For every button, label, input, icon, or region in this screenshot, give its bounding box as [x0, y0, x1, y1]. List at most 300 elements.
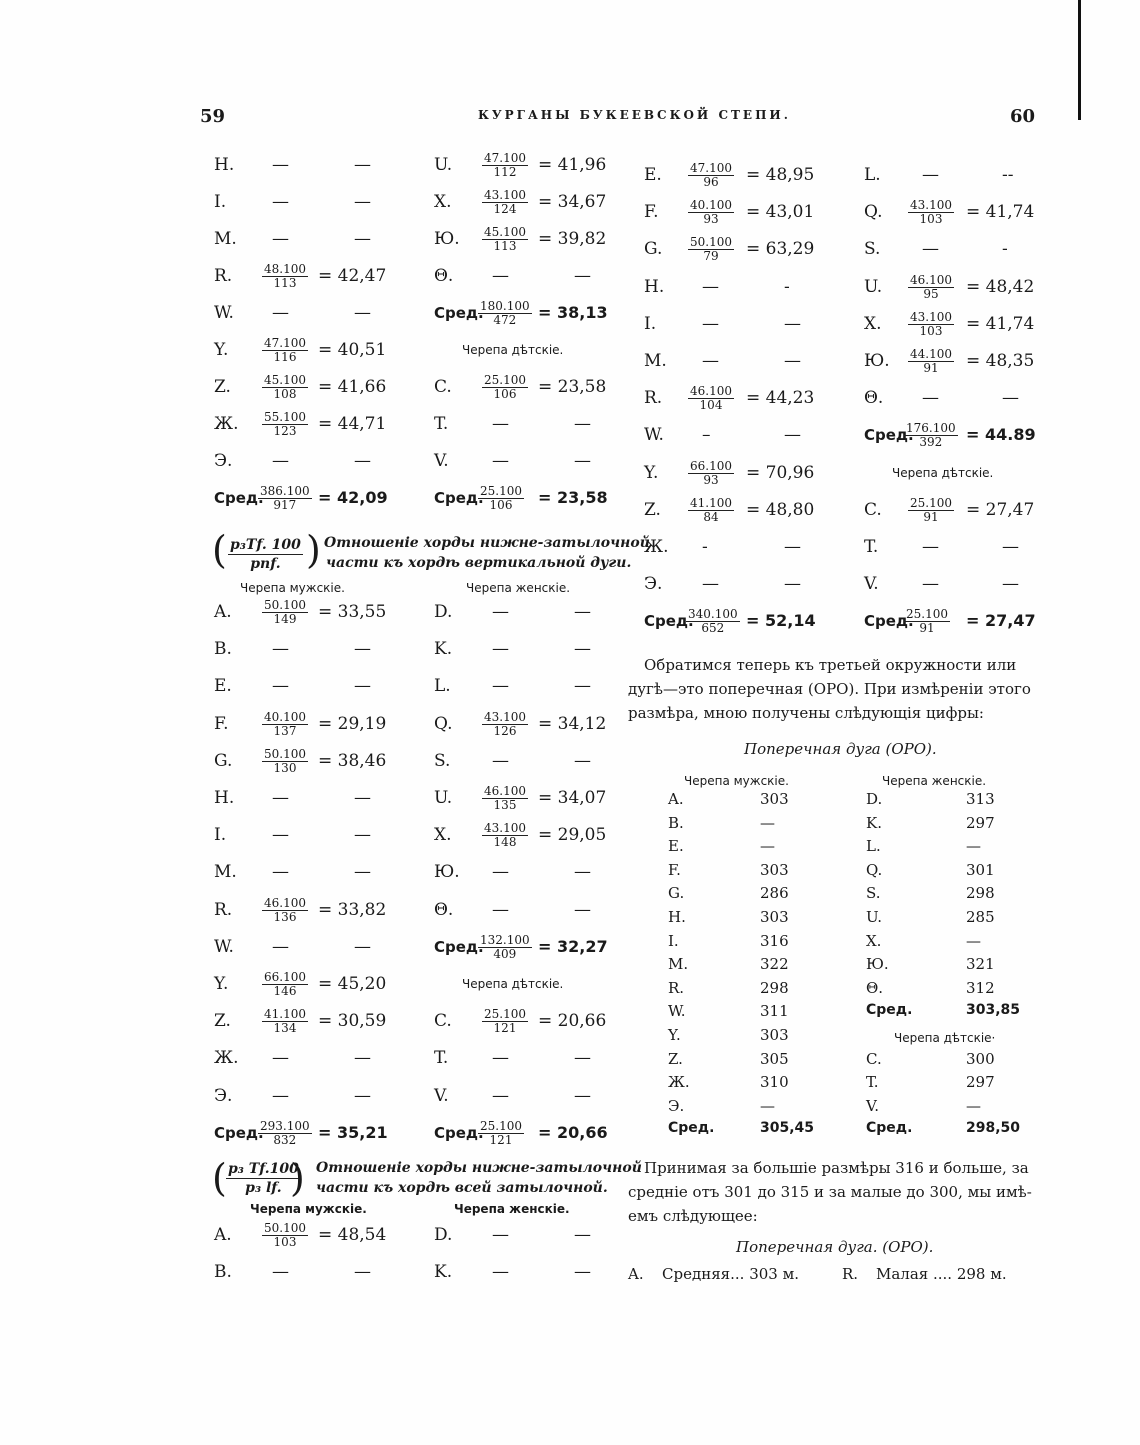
section2-female-heading: Черепа женскіе. — [454, 1202, 570, 1216]
empty-value-a: — — [492, 676, 509, 697]
table-cell: — — [966, 931, 981, 950]
table-row — [214, 597, 404, 627]
fraction — [688, 385, 734, 412]
table-row — [434, 895, 624, 925]
table-cell: Сред. — [866, 1120, 913, 1137]
table-female-heading: Черепа женскіе. — [882, 774, 987, 788]
table-row — [214, 857, 404, 887]
empty-value-b: — — [784, 574, 801, 595]
fraction-denominator: 106 — [493, 387, 517, 401]
fraction-numerator: 43.100 — [484, 188, 526, 202]
table-row — [644, 272, 834, 302]
paragraph-2-line-2: средніе отъ 301 до 315 и за малые до 300, мы имѣ- — [628, 1183, 1032, 1201]
row-label: G. — [644, 239, 663, 260]
right-paren: ) — [306, 528, 321, 572]
ratio-value: = 44,71 — [318, 414, 387, 434]
table-cell: B. — [668, 813, 684, 832]
table-cell: 286 — [760, 884, 789, 903]
fraction-numerator: 46.100 — [484, 784, 526, 798]
fraction-numerator: 40.100 — [690, 198, 732, 213]
fraction — [262, 411, 308, 438]
table-cell: C. — [866, 1049, 882, 1068]
table-row — [434, 1220, 624, 1250]
empty-value-a: — — [922, 537, 939, 557]
table-row — [434, 1118, 624, 1148]
fraction — [478, 485, 524, 512]
last-line-label-1: A. — [628, 1265, 644, 1283]
table-cell: — — [966, 837, 981, 856]
table-row — [864, 234, 1054, 264]
fraction-numerator: 41.100 — [690, 495, 732, 510]
table-cell: Ж. — [668, 1073, 690, 1092]
empty-value-a: — — [272, 639, 289, 660]
row-label: Θ. — [434, 266, 454, 286]
section1-female-heading: Черепа женскіе. — [466, 581, 571, 595]
table-row — [434, 857, 624, 887]
empty-value-a: — — [492, 602, 509, 622]
page-number-right: 60 — [1010, 106, 1036, 127]
table-cell: W. — [668, 1002, 686, 1021]
fraction-numerator: 176.100 — [906, 421, 956, 436]
table-row — [434, 372, 624, 402]
row-label: T. — [864, 537, 879, 557]
row-label: K. — [434, 1262, 453, 1282]
table-cell: 300 — [966, 1049, 995, 1068]
fraction-numerator: 50.100 — [264, 598, 306, 612]
table-cell: 301 — [966, 860, 995, 879]
empty-value-a: — — [272, 155, 289, 175]
fraction — [262, 897, 308, 924]
empty-value-a: — — [492, 750, 509, 771]
table-cell: H. — [668, 908, 686, 926]
table-row — [434, 1081, 624, 1111]
fraction-numerator: 40.100 — [264, 709, 306, 724]
ratio-value: = 40,51 — [318, 340, 387, 360]
table-row — [214, 746, 404, 776]
fraction-denominator: 103 — [919, 323, 943, 338]
empty-value-a: — — [272, 229, 289, 249]
table-row — [644, 160, 834, 190]
empty-value-b: — — [574, 266, 591, 286]
fraction-denominator: 392 — [919, 435, 943, 450]
fraction-numerator: 43.100 — [910, 309, 952, 324]
empty-value-a: — — [702, 574, 719, 595]
table-cell: U. — [866, 908, 883, 926]
row-label: Сред. — [214, 489, 264, 507]
row-label: Q. — [434, 713, 453, 734]
empty-value-a: — — [702, 351, 719, 371]
row-label: Сред. — [864, 612, 914, 631]
fraction-denominator: 135 — [493, 798, 517, 812]
fraction-numerator: 43.100 — [484, 709, 526, 724]
row-label: A. — [214, 1225, 232, 1245]
children-heading: Черепа дѣтскіе. — [462, 977, 564, 991]
table-children-heading: Черепа дѣтскіе· — [894, 1031, 996, 1045]
row-label: Э. — [644, 574, 663, 595]
ratio-value: = 33,82 — [318, 899, 387, 920]
fraction-denominator: 137 — [273, 723, 297, 738]
empty-value-b: — — [354, 862, 371, 883]
empty-value-a: — — [492, 1262, 509, 1282]
empty-value-a: – — [702, 425, 711, 446]
fraction-denominator: 93 — [703, 212, 719, 227]
table-cell: I. — [668, 931, 679, 950]
empty-value-a: — — [492, 1085, 509, 1106]
formula-numerator: p₃Tf. 100 — [230, 537, 301, 553]
empty-value-a: — — [702, 313, 719, 334]
fraction-numerator: 25.100 — [906, 607, 948, 622]
table-cell: L. — [866, 837, 881, 856]
fraction-numerator: 45.100 — [484, 225, 526, 239]
row-label: S. — [864, 239, 881, 260]
row-label: Z. — [214, 377, 231, 397]
table-row — [644, 420, 834, 450]
row-label: I. — [214, 825, 227, 846]
table-cell: 298 — [966, 884, 995, 903]
fraction-numerator: 180.100 — [480, 299, 530, 313]
fraction — [482, 189, 528, 216]
empty-value-b: — — [354, 825, 371, 846]
ratio-value: = 44.89 — [966, 425, 1036, 445]
empty-value-a: — — [922, 165, 939, 185]
ratio-value: = 48,95 — [746, 165, 815, 185]
empty-value-b: — — [574, 862, 591, 883]
empty-value-b: - — [784, 276, 790, 297]
fraction — [262, 599, 308, 626]
row-label: G. — [214, 750, 233, 771]
table-row — [214, 895, 404, 925]
fraction — [482, 822, 528, 849]
ratio-value: = 20,66 — [538, 1011, 607, 1032]
ratio-value: = 41,74 — [966, 313, 1035, 334]
table-cell: 322 — [760, 955, 789, 974]
fraction-denominator: 96 — [703, 175, 719, 189]
empty-value-b: — — [574, 414, 591, 434]
table-row — [434, 150, 624, 180]
table-row — [644, 197, 834, 227]
table-row — [644, 383, 834, 413]
fraction-denominator: 103 — [919, 212, 943, 227]
table-title: Поперечная дуга (OPO). — [744, 740, 937, 758]
empty-value-b: — — [1002, 388, 1019, 409]
fraction-numerator: 50.100 — [690, 235, 732, 250]
section2-male-heading: Черепа мужскіе. — [250, 1202, 367, 1216]
table-row — [214, 446, 404, 476]
empty-value-a: — — [922, 574, 939, 595]
row-label: Сред. — [644, 612, 694, 631]
table-cell: R. — [668, 978, 685, 997]
table-male-heading: Черепа мужскіе. — [684, 774, 789, 788]
row-label: Y. — [214, 974, 229, 994]
fraction-denominator: 134 — [273, 1021, 297, 1036]
section1-title-1: Отношеніе хорды нижне-затылочной — [324, 535, 650, 551]
row-label: Q. — [864, 202, 883, 223]
paragraph-1-line-1: Обратимся теперь къ третьей окружности или — [644, 656, 1017, 674]
table-row — [214, 634, 404, 664]
ratio-value: = 20,66 — [538, 1122, 608, 1142]
empty-value-b: — — [574, 451, 591, 471]
fraction-denominator: 91 — [919, 621, 935, 636]
table-row — [644, 458, 834, 488]
fraction-numerator: 46.100 — [690, 384, 732, 399]
fraction-numerator: 46.100 — [264, 895, 306, 910]
fraction-numerator: 44.100 — [910, 347, 952, 361]
ratio-value: = 48,35 — [966, 351, 1035, 371]
fraction — [482, 152, 528, 179]
empty-value-a: — — [272, 192, 289, 212]
table-row — [434, 820, 624, 850]
row-label: H. — [214, 155, 235, 175]
section1-formula — [228, 536, 303, 573]
fraction — [262, 337, 308, 364]
row-label: V. — [864, 574, 879, 595]
fraction — [688, 497, 734, 524]
table-cell: — — [760, 1096, 775, 1115]
table-row — [864, 532, 1054, 562]
fraction-numerator: 25.100 — [480, 484, 522, 498]
fraction-numerator: 47.100 — [484, 151, 526, 165]
table-row — [864, 309, 1054, 339]
fraction — [262, 711, 308, 738]
table-cell: V. — [866, 1096, 879, 1115]
empty-value-b: — — [1002, 574, 1019, 595]
empty-value-a: — — [272, 825, 289, 846]
empty-value-a: — — [272, 862, 289, 883]
row-label: H. — [644, 276, 665, 297]
fraction-denominator: 104 — [699, 398, 723, 413]
table-cell: Сред. — [866, 1002, 913, 1019]
fraction-denominator: 113 — [493, 239, 517, 253]
empty-value-a: — — [272, 676, 289, 697]
row-label: Ю. — [864, 351, 890, 371]
fraction-denominator: 409 — [493, 946, 517, 961]
ratio-value: = 23,58 — [538, 377, 607, 397]
fraction-numerator: 50.100 — [264, 1221, 306, 1235]
empty-value-b: — — [354, 788, 371, 808]
fraction-denominator: 123 — [273, 424, 297, 438]
row-label: Ж. — [644, 537, 669, 557]
table-row — [864, 346, 1054, 376]
running-title: КУРГАНЫ БУКЕЕВСКОЙ СТЕПИ. — [478, 108, 791, 122]
ratio-value: = 27,47 — [966, 611, 1036, 631]
table-row — [214, 1006, 404, 1036]
row-label: W. — [644, 425, 664, 446]
empty-value-b: — — [574, 1085, 591, 1106]
row-label: W. — [214, 936, 234, 957]
empty-value-b: — — [784, 425, 801, 446]
empty-value-a: — — [922, 239, 939, 260]
table-cell: Q. — [866, 860, 883, 879]
empty-value-b: — — [574, 1048, 591, 1069]
table-cell: 310 — [760, 1073, 789, 1092]
table-row — [214, 709, 404, 739]
table-cell: Z. — [668, 1049, 683, 1068]
fraction — [262, 1008, 308, 1035]
empty-value-b: -- — [1002, 165, 1014, 185]
empty-value-b: — — [354, 1262, 371, 1282]
row-label: Θ. — [864, 388, 884, 409]
row-label: X. — [864, 313, 882, 334]
row-label: Сред. — [434, 1123, 484, 1142]
row-label: X. — [434, 825, 452, 846]
ratio-value: = 44,23 — [746, 388, 815, 409]
row-label: Ж. — [214, 1048, 239, 1069]
table-row — [864, 160, 1054, 190]
fraction-denominator: 472 — [493, 313, 517, 327]
fraction-denominator: 136 — [273, 909, 297, 924]
fraction — [482, 226, 528, 253]
empty-value-a: — — [272, 451, 289, 471]
fraction-denominator: 917 — [273, 498, 297, 512]
table-row — [864, 197, 1054, 227]
fraction — [688, 162, 734, 189]
section2-title-1: Отношеніе хорды нижне-затылочной — [316, 1160, 642, 1176]
table-row — [434, 224, 624, 254]
table-cell: A. — [668, 790, 684, 808]
fraction — [908, 199, 954, 226]
table-row — [214, 932, 404, 962]
row-label: X. — [434, 192, 452, 212]
row-label: B. — [214, 1262, 232, 1282]
table-row — [214, 483, 404, 513]
last-line-label-2: R. — [842, 1265, 859, 1283]
row-label: M. — [214, 862, 237, 883]
ratio-value: = 34,07 — [538, 788, 607, 808]
empty-value-a: - — [702, 537, 708, 557]
formula2-numerator: p₃ Tf.100 — [228, 1161, 299, 1177]
row-label: I. — [644, 313, 657, 334]
fraction — [482, 711, 528, 738]
fraction-denominator: 93 — [703, 472, 719, 487]
empty-value-b: — — [574, 1262, 591, 1282]
row-label: B. — [214, 639, 232, 660]
fraction-denominator: 79 — [703, 249, 719, 264]
empty-value-b: — — [354, 303, 371, 323]
fraction-numerator: 66.100 — [264, 970, 306, 984]
row-label: D. — [434, 1225, 453, 1245]
fraction-denominator: 116 — [273, 350, 297, 364]
table-row — [644, 569, 834, 599]
table-cell: Ю. — [866, 955, 889, 974]
fraction — [908, 311, 954, 338]
row-label: U. — [864, 276, 883, 297]
empty-value-b: — — [354, 192, 371, 212]
fraction-denominator: 124 — [493, 202, 517, 216]
row-label: Э. — [214, 1085, 233, 1106]
table-row — [864, 495, 1054, 525]
table-cell: 312 — [966, 978, 995, 997]
ratio-value: = 43,01 — [746, 202, 815, 223]
table-row — [434, 187, 624, 217]
table-row — [864, 420, 1054, 450]
empty-value-b: — — [354, 936, 371, 957]
table-row — [434, 932, 624, 962]
row-label: U. — [434, 788, 453, 808]
empty-value-a: — — [272, 1048, 289, 1069]
table-row — [214, 969, 404, 999]
table-row — [434, 1043, 624, 1073]
table-row — [214, 671, 404, 701]
row-label: Ю. — [434, 862, 460, 883]
table-row — [214, 409, 404, 439]
empty-value-b: — — [784, 313, 801, 334]
table2-title: Поперечная дуга. (OPO). — [736, 1238, 934, 1256]
table-cell: 303,85 — [966, 1002, 1021, 1019]
empty-value-b: — — [354, 676, 371, 697]
row-label: C. — [434, 377, 452, 397]
ratio-value: = 48,54 — [318, 1225, 387, 1245]
fraction-numerator: 25.100 — [484, 1007, 526, 1022]
table-row — [434, 783, 624, 813]
empty-value-a: — — [492, 1225, 509, 1245]
ratio-value: = 30,59 — [318, 1011, 387, 1032]
table-row — [214, 783, 404, 813]
table-row — [644, 606, 834, 636]
table-cell: 305,45 — [760, 1120, 815, 1137]
ratio-value: = 42,09 — [318, 488, 388, 507]
empty-value-b: — — [1002, 537, 1019, 557]
empty-value-b: — — [354, 451, 371, 471]
table-cell: 298,50 — [966, 1120, 1021, 1137]
row-label: M. — [644, 351, 667, 371]
table-row — [434, 597, 624, 627]
ratio-value: = 45,20 — [318, 974, 387, 994]
empty-value-b: — — [574, 899, 591, 920]
table-row — [434, 671, 624, 701]
fraction-numerator: 386.100 — [260, 484, 310, 498]
fraction — [262, 748, 308, 775]
table-row — [214, 1081, 404, 1111]
fraction-numerator: 25.100 — [484, 373, 526, 387]
row-label: R. — [214, 266, 233, 286]
table-cell: X. — [866, 931, 882, 950]
empty-value-b: — — [784, 537, 801, 557]
table-cell: E. — [668, 837, 684, 856]
table-cell: Θ. — [866, 978, 884, 997]
fraction-denominator: 95 — [923, 286, 939, 301]
ratio-value: = 34,12 — [538, 713, 607, 734]
table-row — [434, 634, 624, 664]
table-cell: 303 — [760, 908, 789, 926]
empty-value-a: — — [492, 266, 509, 286]
row-label: L. — [434, 676, 451, 697]
fraction — [262, 1222, 308, 1249]
table-row — [644, 495, 834, 525]
empty-value-b: — — [574, 639, 591, 660]
row-label: T. — [434, 414, 449, 434]
empty-value-a: — — [492, 414, 509, 434]
paragraph-2-line-1: Принимая за большіе размѣры 316 и больше, за — [644, 1159, 1029, 1177]
fraction — [688, 199, 734, 226]
fraction-numerator: 55.100 — [264, 410, 306, 424]
empty-value-a: — — [272, 1085, 289, 1106]
fraction-numerator: 48.100 — [264, 262, 306, 276]
table-cell: 316 — [760, 931, 789, 950]
row-label: Э. — [214, 451, 233, 471]
ratio-value: = 38,13 — [538, 303, 608, 322]
fraction-denominator: 652 — [701, 621, 725, 636]
ratio-value: = 29,19 — [318, 713, 387, 734]
fraction-numerator: 132.100 — [480, 932, 530, 947]
ratio-value: = 48,80 — [746, 499, 815, 520]
fraction-denominator: 121 — [493, 1021, 517, 1036]
paragraph-2-line-3: емъ слѣдующее: — [628, 1207, 758, 1225]
table-cell: F. — [668, 860, 681, 879]
table-row — [644, 346, 834, 376]
fraction — [482, 374, 528, 401]
fraction-denominator: 84 — [703, 509, 719, 524]
row-label: C. — [864, 499, 882, 520]
